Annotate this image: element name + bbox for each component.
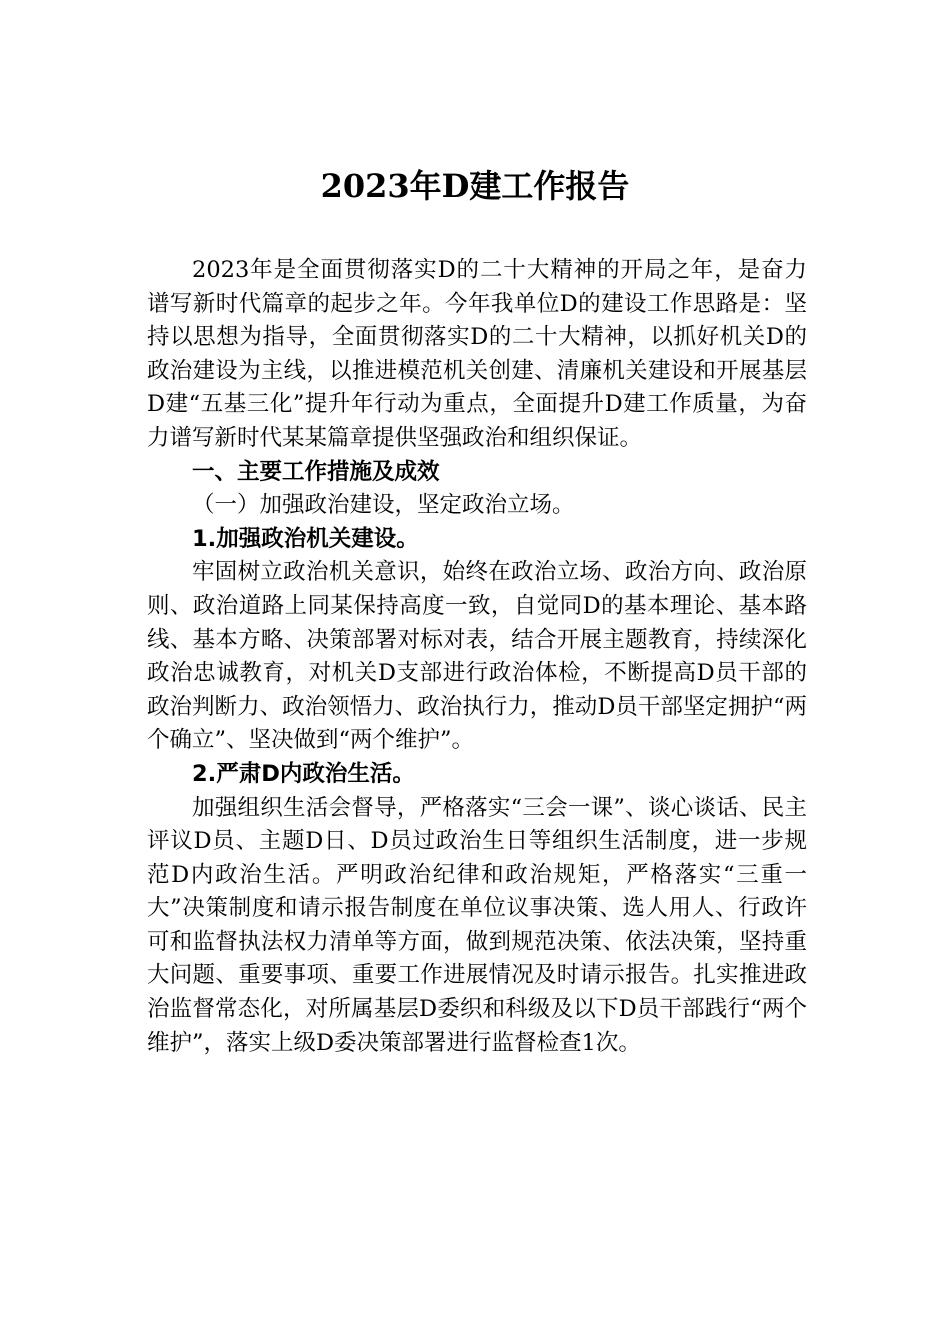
item-heading-1: 1.加强政治机关建设。: [192, 525, 419, 552]
intro-paragraph: 2023年是全面贯彻落实D的二十大精神的开局之年，是奋力谱写新时代篇章的起步之年。今年我单位D的建设工作思路是：坚持以思想为指导，全面贯彻落实D的二十大精神，以抓好机关D的政治建设为主线，以推进模范机关创建、清廉机关建设和开展基层D建“五基三化”提升年行动为重点，全面提升D建工作质量，为奋力谱写新时代某某篇章提供坚强政治和组织保证。: [147, 257, 807, 451]
document-title: 2023年D建工作报告: [320, 167, 630, 205]
section-heading-1: 一、主要工作措施及成效: [192, 458, 440, 485]
subsection-heading-1: （一）加强政治建设，坚定政治立场。: [192, 492, 575, 519]
item-heading-2: 2.严肃D内政治生活。: [192, 760, 415, 787]
item-paragraph-2: 加强组织生活会督导，严格落实“三会一课”、谈心谈话、民主评议D员、主题D日、D员过政治生日等组织生活制度，进一步规范D内政治生活。严明政治纪律和政治规矩，严格落实“三重一大”决策制度和请示报告制度在单位议事决策、选人用人、行政许可和监督执法权力清单等方面，做到规范决策、依法决策，坚持重大问题、重要事项、重要工作进展情况及时请示报告。扎实推进政治监督常态化，对所属基层D委织和科级及以下D员干部践行“两个维护”，落实上级D委决策部署进行监督检查1次。: [147, 794, 807, 1056]
document-body: [147, 254, 807, 1060]
item-paragraph-1: 牢固树立政治机关意识，始终在政治立场、政治方向、政治原则、政治道路上同某保持高度一致，自觉同D的基本理论、基本路线、基本方略、决策部署对标对表，结合开展主题教育，持续深化政治忠诚教育，对机关D支部进行政治体检，不断提高D员干部的政治判断力、政治领悟力、政治执行力，推动D员干部坚定拥护“两个确立”、坚决做到“两个维护”。: [147, 559, 807, 754]
